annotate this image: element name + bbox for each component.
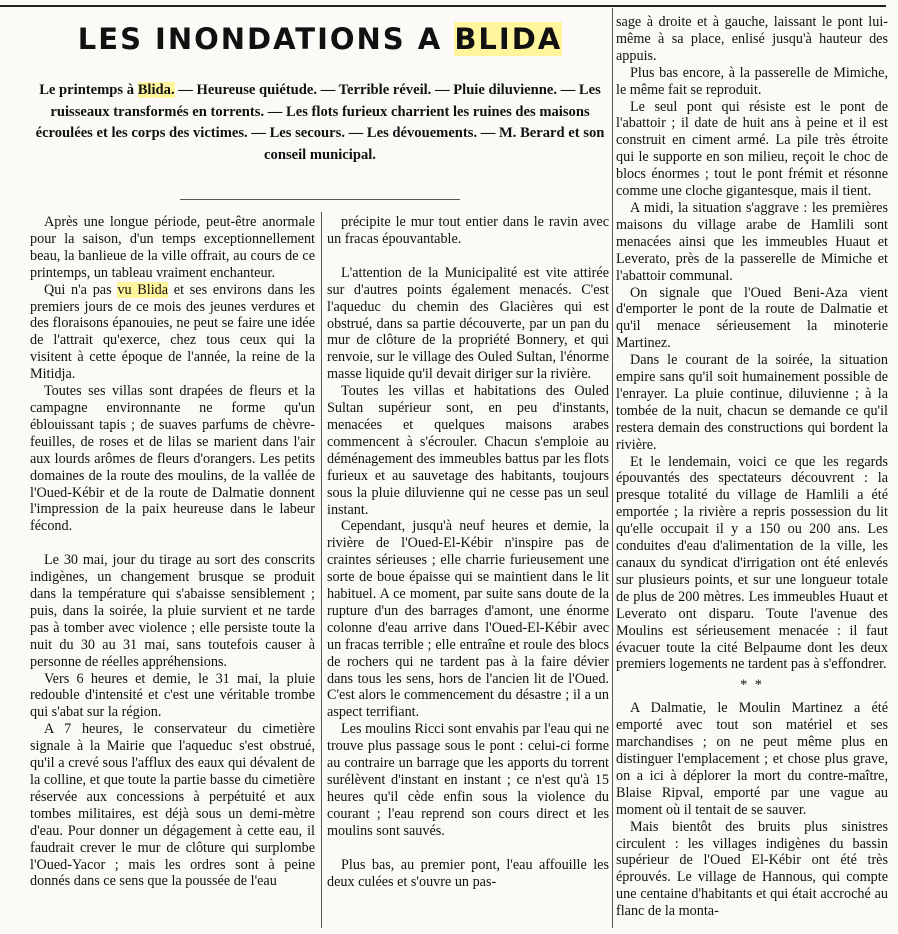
column-divider-left	[321, 212, 322, 928]
paragraph: Les moulins Ricci sont envahis par l'eau qui ne trouve plus passage sous le pont : celui-ci forme au contraire un barrage que les apports du torrent surélèvent d'instant en instant ; ce n'est qu'à 15 heures qu'il cède enfin sous la violence du courant ; l'eau reprend son cours direct et les moulins sont sauvés.	[327, 721, 609, 839]
top-rule	[0, 5, 640, 7]
text-run: et ses environs dans les premiers jours de ce mois des jeunes verdures et des floraisons épanouies, ne peut se faire une idée de l'attrait qu'exerce, chez tous ceux qui la visitent à cette époque de l'année, la reine de la Mitidja.	[30, 281, 315, 383]
highlighted-text: vu Blida	[117, 281, 169, 298]
column-divider-right	[612, 8, 613, 928]
paragraph: Cependant, jusqu'à neuf heures et demie, la rivière de l'Oued-El-Kébir n'inspire pas de craintes sérieuses ; elle charrie furieusement une sorte de boue épaisse qui se maintient dans le lit habituel. A ce moment, par suite sans doute de la rupture d'un des barrages d'amont, une énorme colonne d'eau arrive dans l'Oued-El-Kébir avec un fracas terrible ; elle entraîne et roule des blocs de rochers qui ne tardent pas à la faire dévier dans tous les sens, hors de l'ancien lit de l'Oued. C'est alors le commencement du désastre ; il a un aspect terrifiant.	[327, 518, 609, 721]
paragraph: précipite le mur tout entier dans le ravin avec un fracas épouvantable.	[327, 214, 609, 247]
paragraph: Toutes les villas et habitations des Ouled Sultan supérieur sont, en peu d'instants, menacées et quelques maisons arabes commencent à s'écrouler. Chacun s'emploie au déménagement des immeubles battus par les flots furieux et au sauvetage des habitants, toujours sous la pluie diluvienne qui ne cesse pas un seul instant.	[327, 383, 609, 518]
article-summary	[28, 80, 612, 166]
column-2	[327, 214, 609, 890]
article-title	[30, 22, 610, 56]
paragraph: Le seul pont qui résiste est le pont de l'abattoir ; il date de huit ans à peine et il est construit en ciment armé. La pile très étroite qui le supporte en son milieu, reçoit le choc de blocs énormes ; tout le pont frémit et résonne comme une cloche gigantesque, mais il tient.	[616, 98, 888, 200]
paragraph: Et le lendemain, voici ce que les regards épouvantés des spectateurs découvrent : la presque totalité du village de Hamlili a été emportée ; la rivière a repris possession du lit qu'elle occupait il y a 150 ou 200 ans. Les conduites d'eau d'alimentation de la ville, les canaux du syndicat d'irrigation ont été enlevés sur plusieurs points, et sur une longueur totale de plus de 200 mètres. Les immeubles Huaut et Leverato ont disparu. Toute l'avenue des Moulins est sérieusement menacée : il faut évacuer toute la cité Belpaume dont les deux premiers logements ne tardent pas à s'effondrer.	[616, 453, 888, 673]
paragraph: A 7 heures, le conservateur du cimetière signale à la Mairie que l'aqueduc s'est obstrué, qu'il a crevé sous l'afflux des eaux qui dévalent de la colline, et que toute la partie basse du cimetière réservée aux concessions à perpétuité et aux tombes militaires, est déjà sous un demi-mètre d'eau. Pour donner un dégagement à cette eau, il faudrait crever le mur de clôture qui surplombe l'Oued-Yacor ; mais les ordres sont à peine donnés dans ce sens que la poussée de l'eau	[30, 721, 315, 890]
title-highlight: BLIDA	[454, 22, 563, 56]
section-separator: * *	[740, 677, 764, 694]
paragraph: Mais bientôt des bruits plus sinistres circulent : les villages indigènes du bassin supérieur de l'Oued El-Kébir ont été très éprouvés. Le village de Hannous, qui compte une centaine d'habitants et qui était accroché au flanc de la monta-	[616, 818, 888, 920]
title-prefix: LES INONDATIONS A	[77, 22, 455, 56]
paragraph: On signale que l'Oued Beni-Aza vient d'emporter le pont de la route de Dalmatie et qu'il menace sérieusement la minoterie Martinez.	[616, 284, 888, 352]
paragraph: Le 30 mai, jour du tirage au sort des conscrits indigènes, un changement brusque se produit dans la température qui s'abaisse sensiblement ; puis, dans la soirée, la pluie survient et ne tarde pas à tomber avec violence ; elle persiste toute la nuit du 30 au 31 mai, sans toutefois causer à personne de réelles appréhensions.	[30, 552, 315, 670]
column-3	[616, 14, 888, 920]
paragraph: L'attention de la Municipalité est vite attirée sur d'autres points également menacés. C'est l'aqueduc du chemin des Glacières qui est obstrué, dans sa partie découverte, par un pan du mur de clôture de la propriété Bonnery, et qui renvoie, sur le village des Ouled Sultan, l'énorme masse liquide qu'il devait diriger sur la rivière.	[327, 264, 609, 383]
paragraph	[30, 282, 315, 383]
summary-underline	[180, 199, 460, 200]
column-1	[30, 214, 315, 890]
paragraph: Vers 6 heures et demie, le 31 mai, la pluie redouble d'intensité et c'est une véritable trombe qui s'abat sur la région.	[30, 670, 315, 721]
paragraph: A midi, la situation s'aggrave : les premières maisons du village arabe de Hamlili sont menacées ainsi que les immeubles Huaut et Leverato, près de la passerelle de Mimiche et l'abattoir communal.	[616, 199, 888, 284]
summary-lead: Le printemps à	[39, 82, 138, 98]
paragraph: Plus bas encore, à la passerelle de Mimiche, le même fait se reproduit.	[616, 64, 888, 98]
paragraph: Plus bas, au premier pont, l'eau affouille les deux culées et s'ouvre un pas-	[327, 856, 609, 890]
paragraph: Dans le courant de la soirée, la situation empire sans qu'il soit humainement possible de l'enrayer. La pluie continue, diluvienne ; à la tombée de la nuit, chacun se demande ce qu'il restera demain des constructions qui bordent la rivière.	[616, 352, 888, 453]
paragraph: Après une longue période, peut-être anormale pour la saison, d'un temps exceptionnellement beau, la banlieue de la ville offrait, au cours de ce printemps, un tableau vraiment enchanteur.	[30, 214, 315, 281]
top-rule-right	[640, 5, 886, 7]
paragraph: A Dalmatie, le Moulin Martinez a été emporté avec tout son matériel et ses marchandises ; on ne peut même plus en distinguer l'emplacement ; et chose plus grave, on a ici à déplorer la mort du contre-maître, Blaise Ripval, emporté par une vague au moment où il tentait de se sauver.	[616, 700, 888, 818]
paragraph: sage à droite et à gauche, laissant le pont lui-même à sa place, enlisé jusqu'à hauteur des appuis.	[616, 14, 888, 64]
summary-rest: — Heureuse quiétude. — Terrible réveil. — Pluie diluvienne. — Les ruisseaux transformés en torrents. — Les flots furieux charrient les ruines des maisons écroulées et les corps des victimes. — Les secours. — Les dévouements. — M. Berard et son conseil municipal.	[35, 82, 605, 163]
paragraph: Toutes ses villas sont drapées de fleurs et la campagne environnante ne forme qu'un éblouissant tapis ; de suaves parfums de chèvre-feuilles, de roses et de lilas se marient dans l'air aux lourds arômes de fleurs d'orangers. Les petits domaines de la route des moulins, de la vallée de l'Oued-Kébir et de la route de Dalmatie donnent l'impression de la paix heureuse dans le labeur fécond.	[30, 383, 315, 535]
summary-highlight: Blida.	[137, 82, 175, 98]
text-run: Qui n'a pas	[44, 281, 118, 298]
